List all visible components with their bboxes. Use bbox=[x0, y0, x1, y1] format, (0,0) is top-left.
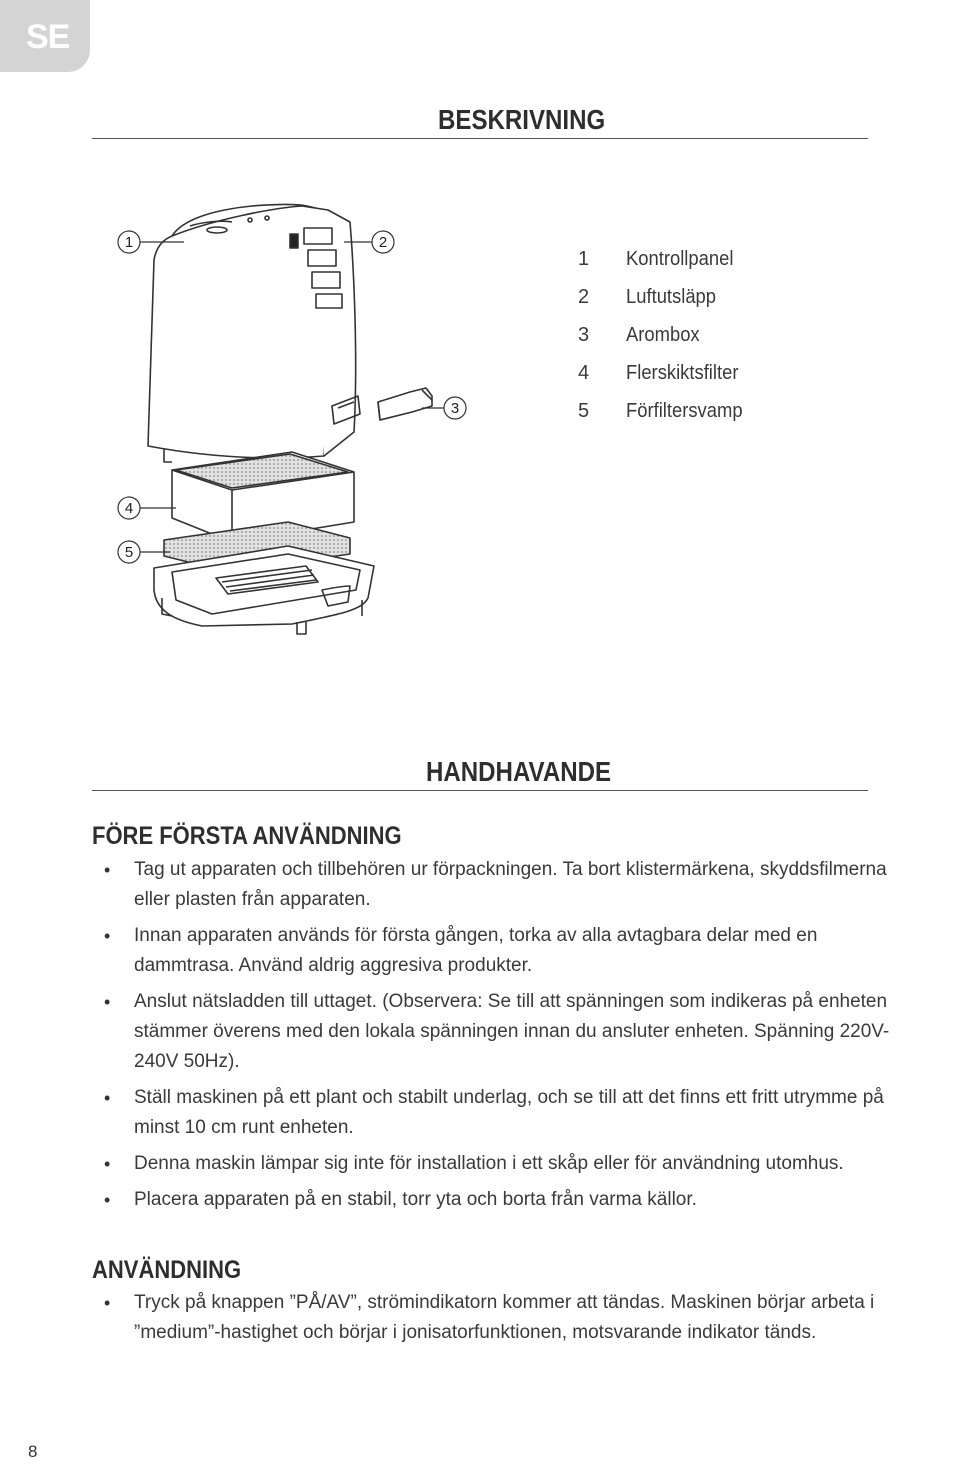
legend-number: 2 bbox=[578, 285, 590, 308]
list-item: • Denna maskin lämpar sig inte för installation i ett skåp eller för användning utomhus. bbox=[92, 1149, 892, 1179]
page-number: 8 bbox=[28, 1442, 38, 1461]
legend-row bbox=[578, 316, 753, 354]
legend-label: Flerskiktsfilter bbox=[626, 361, 739, 384]
subheading-anvandning: ANVÄNDNING bbox=[92, 1256, 242, 1284]
language-tab bbox=[0, 0, 90, 72]
section-title-handhavande: HANDHAVANDE bbox=[426, 756, 612, 787]
language-tab-label: SE bbox=[26, 18, 70, 56]
legend-row bbox=[578, 392, 753, 430]
fore-forsta-list bbox=[92, 855, 892, 1221]
list-item: • Tag ut apparaten och tillbehören ur förpackningen. Ta bort klistermärkena, skyddsfilmerna eller plasten från apparaten. bbox=[92, 855, 892, 915]
callout-1: 1 bbox=[124, 234, 134, 251]
legend-label: Arombox bbox=[626, 323, 700, 346]
section-title-beskrivning: BESKRIVNING bbox=[438, 104, 606, 135]
legend-number: 4 bbox=[578, 361, 590, 384]
legend-number: 1 bbox=[578, 247, 590, 270]
parts-legend bbox=[578, 240, 753, 430]
list-item: • Innan apparaten används för första gången, torka av alla avtagbara delar med en dammtrasa. Använd aldrig aggresiva produkter. bbox=[92, 921, 892, 981]
product-exploded-diagram bbox=[92, 170, 542, 650]
legend-label: Förfiltersvamp bbox=[626, 399, 743, 422]
section-divider bbox=[92, 790, 868, 791]
legend-row bbox=[578, 240, 753, 278]
legend-label: Kontrollpanel bbox=[626, 247, 734, 270]
list-item: • Anslut nätsladden till uttaget. (Observera: Se till att spänningen som indikeras på enheten stämmer överens med den lokala spänningen innan du ansluter enheten. Spänning 220V-240V 50Hz). bbox=[92, 987, 892, 1077]
legend-number: 5 bbox=[578, 399, 590, 422]
callout-3: 3 bbox=[450, 400, 460, 417]
callout-5: 5 bbox=[124, 544, 134, 561]
legend-number: 3 bbox=[578, 323, 590, 346]
list-item: • Ställ maskinen på ett plant och stabilt underlag, och se till att det finns ett fritt utrymme på minst 10 cm runt enheten. bbox=[92, 1083, 892, 1143]
legend-row bbox=[578, 354, 753, 392]
callout-2: 2 bbox=[378, 234, 388, 251]
anvandning-list bbox=[92, 1288, 892, 1354]
subheading-fore-forsta-anvandning: FÖRE FÖRSTA ANVÄNDNING bbox=[92, 822, 402, 850]
list-item: • Tryck på knappen ”PÅ/AV”, strömindikatorn kommer att tändas. Maskinen börjar arbeta i ”medium”-hastighet och börjar i jonisatorfunktionen, motsvarande indikator tänds. bbox=[92, 1288, 892, 1348]
list-item: • Placera apparaten på en stabil, torr yta och borta från varma källor. bbox=[92, 1185, 892, 1215]
callout-4: 4 bbox=[124, 500, 134, 517]
section-divider bbox=[92, 138, 868, 139]
legend-row bbox=[578, 278, 753, 316]
legend-label: Luftutsläpp bbox=[626, 285, 717, 308]
